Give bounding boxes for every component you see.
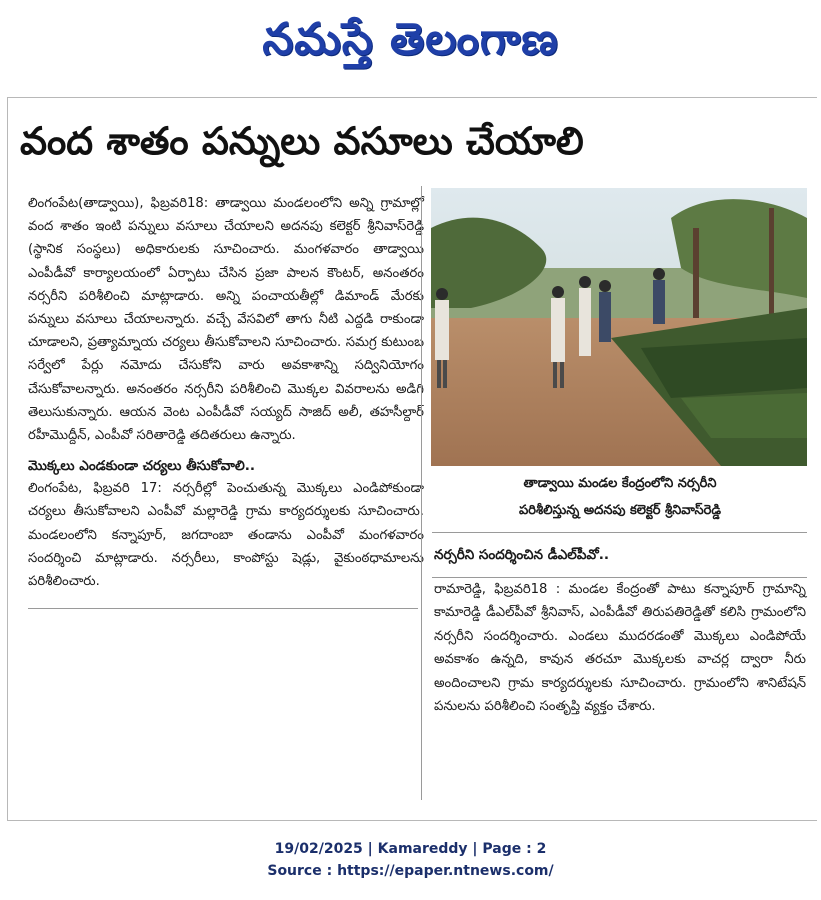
article-headline: వంద శాతం పన్నులు వసూలు చేయాలి bbox=[20, 119, 584, 163]
right-subhead-divider bbox=[432, 577, 807, 578]
right-section-divider bbox=[432, 532, 807, 533]
sub-story-2-heading: నర్సరీని సందర్శించిన డీఎల్‌పీవో.. bbox=[434, 547, 609, 563]
footer-date-page: 19/02/2025 | Kamareddy | Page : 2 bbox=[274, 841, 547, 857]
right-column bbox=[434, 544, 806, 718]
lead-paragraph: లింగంపేట(తాడ్వాయి), ఫిబ్రవరి18: తాడ్వాయి మండలంలోని అన్ని గ్రామాల్లో వంద శాతం ఇంటి పన్నులు వసూలు చేయాలని అదనపు కలెక్టర్ శ్రీనివాస్‌రెడ్డి (స్థానిక సంస్థలు) అధికారులకు సూచించారు. మంగళవారం తాడ్వాయి ఎంపీడీవో కార్యాలయంలో ఏర్పాటు చేసిన ప్రజా పాలన కౌంటర్, అనంతరం నర్సరీని పరిశీలించి మాట్లాడారు. అన్ని పంచాయతీల్లో డిమాండ్ మేరకు పన్నులు వసూలు చేయాలన్నారు. వచ్చే వేసవిలో తాగు నీటి ఎద్దడి రాకుండా చూడాలని, ప్రత్యామ్నాయ చర్యలు తీసుకోవాలని సూచించారు. సమగ్ర కుటుంబ సర్వేలో పేర్లు నమోదు చేసుకోని వారు అవకాశాన్ని సద్వినియోగం చేసుకోవాలన్నారు. అనంతరం నర్సరీని పరిశీలించి మొక్కల వివరాలను అడిగి తెలుసుకున్నారు. ఆయన వెంట ఎంపీడీవో సయ్యద్ సాజిద్ అలీ, తహసీల్దార్ రహీమొద్దీన్, ఎంపీవో సరితారెడ్డి తదితరులు ఉన్నారు. bbox=[28, 196, 424, 444]
sub-story-1-body: లింగంపేట, ఫిబ్రవరి 17: నర్సరీల్లో పెంచుతున్న మొక్కలు ఎండిపోకుండా చర్యలు తీసుకోవాలని ఎంపీవో మల్లారెడ్డి గ్రామ కార్యదర్శులకు సూచించారు. మండలంలోని కన్నాపూర్, జగదాంబా తండాను ఎంపీవో మంగళవారం సందర్శించి మాట్లాడారు. నర్సరీలు, కాంపోస్టు షెడ్లు, వైకుంఠధామాలను పరిశీలించారు. bbox=[28, 481, 424, 590]
frame-bottom-divider bbox=[7, 820, 817, 821]
frame-top-divider bbox=[7, 97, 817, 98]
photo-caption-line-2: పరిశీలిస్తున్న అదనపు కలెక్టర్ శ్రీనివాస్‌రెడ్డి bbox=[519, 503, 721, 518]
photo-caption bbox=[434, 470, 806, 530]
sub-story-1-heading: మొక్కలు ఎండకుండా చర్యలు తీసుకోవాలి.. bbox=[28, 458, 256, 475]
column-divider bbox=[421, 186, 422, 800]
page-footer bbox=[0, 838, 821, 882]
left-section-divider bbox=[28, 608, 418, 609]
masthead-title: నమస్తే తెలంగాణ bbox=[262, 14, 559, 65]
nursery-photo bbox=[431, 188, 807, 466]
left-column bbox=[28, 192, 424, 593]
footer-source: Source : https://epaper.ntnews.com/ bbox=[267, 863, 554, 879]
frame-left-divider bbox=[7, 97, 8, 820]
nursery-photo-graphic bbox=[431, 188, 807, 466]
sub-story-2-body: రామారెడ్డి, ఫిబ్రవరి18 : మండల కేంద్రంతో పాటు కన్నాపూర్ గ్రామాన్ని కామారెడ్డి డీఎల్‌పీవో శ్రీనివాస్, ఎంపీడీవో తిరుపతిరెడ్డితో కలిసి గ్రామంలోని నర్సరీని సందర్శించారు. ఎండలు ముదరడంతో మొక్కలు ఎండిపోయే అవకాశం ఉన్నది, కావున తరచూ మొక్కలకు వాచర్ల ద్వారా నీరు అందించాలని గ్రామ కార్యదర్శులకు సూచించారు. గ్రామంలోని శానిటేషన్ పనులను పరిశీలించి సంతృప్తి వ్యక్తం చేశారు. bbox=[434, 582, 806, 715]
photo-caption-line-1: తాడ్వాయి మండల కేంద్రంలోని నర్సరీని bbox=[523, 476, 717, 491]
